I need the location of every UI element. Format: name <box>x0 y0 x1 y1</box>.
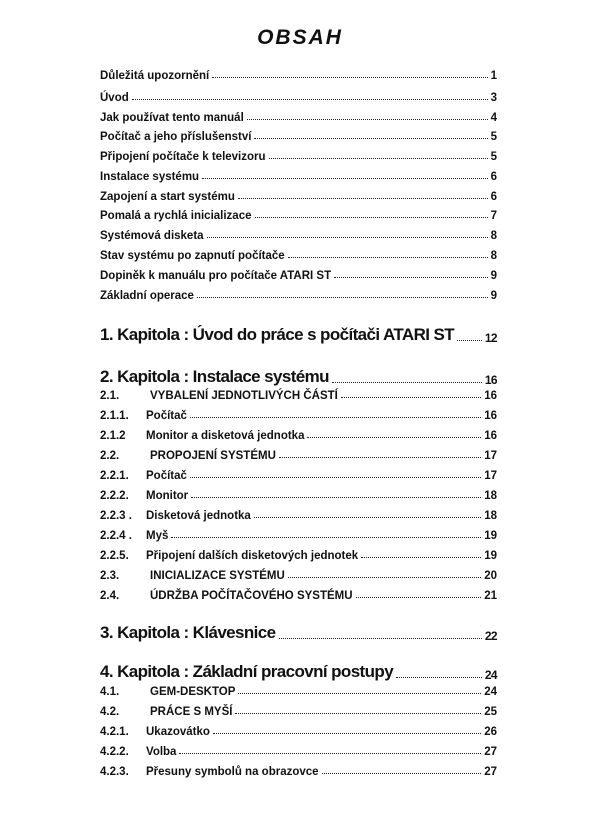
toc-section: 4.2.3. Přesuny symbolů na obrazovce 27 <box>100 766 497 778</box>
page-number: 9 <box>490 290 497 302</box>
page-number: 1 <box>490 70 497 82</box>
toc-entry: Dopiněk k manuálu pro počítače ATARI ST 9 <box>100 270 497 282</box>
chapter-heading: 4. Kapitola : Základní pracovní postupy 24 <box>100 662 497 682</box>
page-number: 8 <box>490 250 497 262</box>
page-number: 20 <box>484 570 497 582</box>
page-number: 18 <box>484 510 497 522</box>
chapter-heading: 1. Kapitola : Úvod do práce s počítači ATARI ST 12 <box>100 325 497 345</box>
dot-leader <box>197 297 488 298</box>
dot-leader <box>254 517 481 518</box>
toc-section: 4.2.1. Ukazovátko 26 <box>100 726 497 738</box>
page-number: 16 <box>484 390 497 402</box>
toc-section: 2.2.4 . Myš 19 <box>100 530 497 542</box>
page-number: 5 <box>490 151 497 163</box>
chapter-heading: 2. Kapitola : Instalace systému 16 <box>100 367 497 387</box>
dot-leader <box>247 119 488 120</box>
toc-entry: Jak používat tento manuál 4 <box>100 112 497 124</box>
page-number: 8 <box>490 230 497 242</box>
dot-leader <box>212 77 487 78</box>
dot-leader <box>213 733 481 734</box>
dot-leader <box>171 537 481 538</box>
toc-entry: Počítač a jeho příslušenství 5 <box>100 131 497 143</box>
dot-leader <box>356 597 482 598</box>
page-number: 25 <box>484 706 497 718</box>
toc-entry: Připojení počítače k televizoru 5 <box>100 151 497 163</box>
dot-leader <box>190 417 481 418</box>
dot-leader <box>332 382 482 383</box>
page-number: 27 <box>484 746 497 758</box>
page-number: 17 <box>484 470 497 482</box>
page-number: 16 <box>484 373 497 387</box>
page-number: 22 <box>484 629 497 643</box>
toc-entry: Stav systému po zapnutí počítače 8 <box>100 250 497 262</box>
toc-entry: Instalace systému 6 <box>100 171 497 183</box>
dot-leader <box>288 257 488 258</box>
page-number: 5 <box>490 131 497 143</box>
dot-leader <box>255 217 488 218</box>
page-number: 17 <box>484 450 497 462</box>
dot-leader <box>457 340 482 341</box>
page-number: 3 <box>490 92 497 104</box>
toc-section: 2.2.5. Připojení dalších disketových jednotek 19 <box>100 550 497 562</box>
page-number: 18 <box>484 490 497 502</box>
toc-section: 2.1. VYBALENÍ JEDNOTLIVÝCH ČÁSTÍ 16 <box>100 390 497 402</box>
dot-leader <box>190 477 481 478</box>
dot-leader <box>361 557 481 558</box>
page-number: 6 <box>490 191 497 203</box>
page-number: 24 <box>484 686 497 698</box>
toc-section: 2.2.3 . Disketová jednotka 18 <box>100 510 497 522</box>
toc-section: 2.1.1. Počítač 16 <box>100 410 497 422</box>
toc-section: 2.2.2. Monitor 18 <box>100 490 497 502</box>
dot-leader <box>288 577 481 578</box>
page-number: 6 <box>490 171 497 183</box>
dot-leader <box>279 457 481 458</box>
toc-entry: Systémová disketa 8 <box>100 230 497 242</box>
page-number: 12 <box>484 331 497 345</box>
dot-leader <box>207 237 488 238</box>
dot-leader <box>269 158 488 159</box>
toc-section: 4.1. GEM-DESKTOP 24 <box>100 686 497 698</box>
page-number: 19 <box>484 550 497 562</box>
toc-entry: Pomalá a rychlá inicializace 7 <box>100 210 497 222</box>
dot-leader <box>235 713 481 714</box>
toc-section: 4.2. PRÁCE S MYŠÍ 25 <box>100 706 497 718</box>
toc-section: 2.2.1. Počítač 17 <box>100 470 497 482</box>
toc-section: 2.4. ÚDRŽBA POČÍTAČOVÉHO SYSTÉMU 21 <box>100 590 497 602</box>
dot-leader <box>322 773 482 774</box>
dot-leader <box>279 638 482 639</box>
dot-leader <box>341 397 481 398</box>
dot-leader <box>179 753 481 754</box>
page-number: 7 <box>490 210 497 222</box>
toc-entry: Zapojení a start systému 6 <box>100 191 497 203</box>
dot-leader <box>396 677 482 678</box>
dot-leader <box>254 138 487 139</box>
dot-leader <box>132 99 488 100</box>
page-number: 19 <box>484 530 497 542</box>
toc-section: 2.2. PROPOJENÍ SYSTÉMU 17 <box>100 450 497 462</box>
dot-leader <box>307 437 481 438</box>
page-number: 16 <box>484 410 497 422</box>
toc-section: 4.2.2. Volba 27 <box>100 746 497 758</box>
page-number: 21 <box>484 590 497 602</box>
toc-entry: Základní operace 9 <box>100 290 497 302</box>
toc-section: 2.1.2 Monitor a disketová jednotka 16 <box>100 430 497 442</box>
dot-leader <box>191 497 481 498</box>
dot-leader <box>202 178 488 179</box>
toc-section: 2.3. INICIALIZACE SYSTÉMU 20 <box>100 570 497 582</box>
page-title: OBSAH <box>257 26 343 49</box>
page-number: 24 <box>484 668 497 682</box>
dot-leader <box>334 277 487 278</box>
toc-entry: Úvod 3 <box>100 92 497 104</box>
page-number: 9 <box>490 270 497 282</box>
toc-entry: Důležitá upozornění 1 <box>100 70 497 82</box>
page-number: 27 <box>484 766 497 778</box>
dot-leader <box>238 693 481 694</box>
page-number: 4 <box>490 112 497 124</box>
chapter-heading: 3. Kapitola : Klávesnice 22 <box>100 623 497 643</box>
dot-leader <box>238 198 488 199</box>
page-number: 16 <box>484 430 497 442</box>
page-number: 26 <box>484 726 497 738</box>
